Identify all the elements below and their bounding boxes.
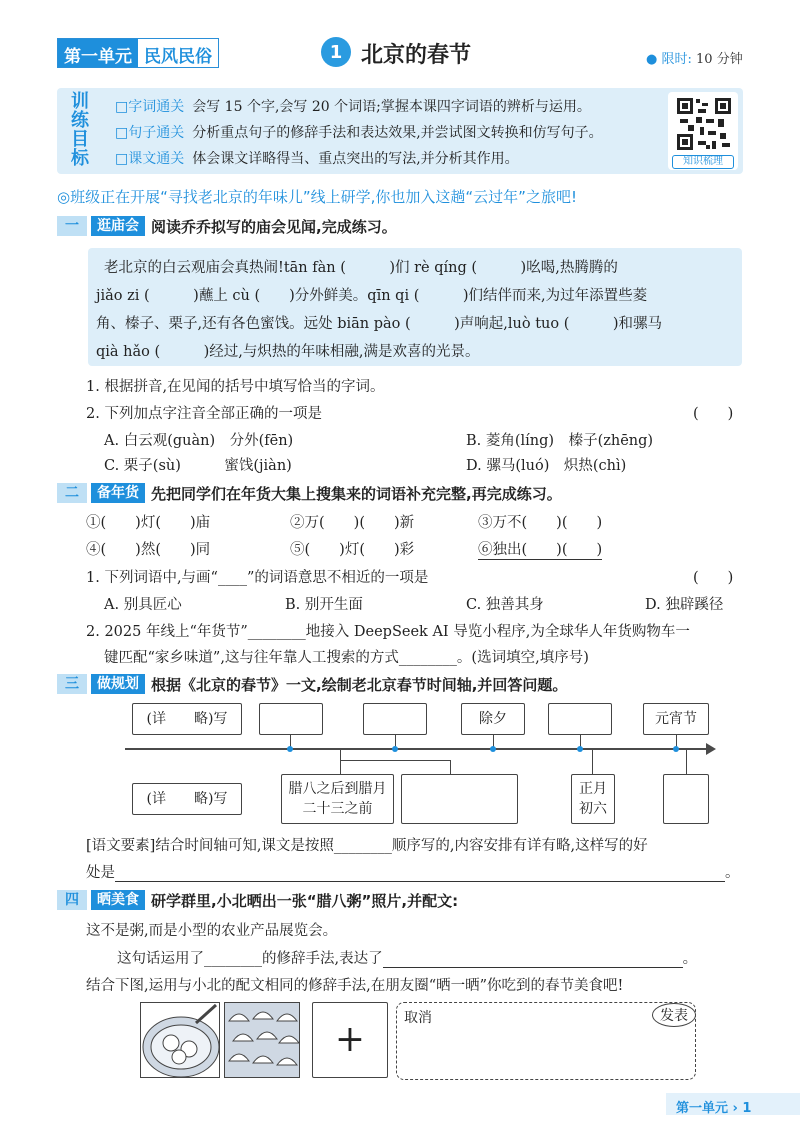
lesson-title: 北京的春节 (361, 43, 472, 68)
dumplings-image (224, 1002, 300, 1078)
section-tag: 备年货 (91, 483, 145, 503)
word-blank[interactable]: ①( )灯( )庙 (86, 515, 211, 531)
timeline-blank-box[interactable] (363, 703, 427, 735)
timeline-label-top[interactable]: (详 略)写 (132, 703, 242, 735)
s3-answer-line1[interactable]: [语文要素]结合时间轴可知,课文是按照________顺序写的,内容安排有详有略,这样写的好 (86, 838, 648, 854)
timeline-axis (125, 748, 710, 750)
timeline-blank-box[interactable] (401, 774, 518, 824)
goal-text: 体会课文详略得当、重点突出的写法,并分析其作用。 (192, 151, 519, 167)
question-2: 2. 下列加点字注音全部正确的一项是 (86, 406, 322, 422)
goal-text: 会写 15 个字,会写 20 个词语;掌握本课四字词语的辨析与运用。 (192, 99, 591, 115)
quote-text: 这不是粥,而是小型的农业产品展览会。 (86, 923, 338, 939)
section-number: 二 (57, 483, 87, 503)
section-number: 一 (57, 216, 87, 236)
passage-line[interactable]: 角、榛子、栗子,还有各色蜜饯。远处 biān pào ( )声响起,luò tuo ( )和骡马 (96, 316, 663, 332)
s2-question-1: 1. 下列词语中,与画“____”的词语意思不相近的一项是 (86, 570, 429, 586)
goal-row (115, 122, 603, 142)
goal-key[interactable]: □字词通关 (115, 99, 185, 115)
section-tag: 做规划 (91, 674, 145, 694)
intro-text: ◎班级正在开展“寻找老北京的年味儿”线上研学,你也加入这趟“云过年”之旅吧! (57, 188, 577, 206)
timer (646, 48, 743, 67)
s2-option-d[interactable]: D. 独辟蹊径 (645, 597, 724, 613)
section-number: 四 (57, 890, 87, 910)
passage-line[interactable]: qià hǎo ( )经过,与炽热的年味相融,满是欢喜的光景。 (96, 344, 480, 360)
s4-answer-line1[interactable]: 这句话运用了________的修辞手法,表达了 。 (117, 951, 698, 967)
s4-instruction: 结合下图,运用与小北的配文相同的修辞手法,在朋友圈“晒一晒”你吃到的春节美食吧! (86, 978, 624, 994)
goals-label: 训练目标 (71, 91, 89, 169)
connector (592, 750, 593, 774)
timer-value: 10 分钟 (696, 52, 743, 67)
passage-line[interactable]: 老北京的白云观庙会真热闹!tān fàn ( )们 rè qíng ( )吆喝,热腾腾的 (104, 260, 618, 276)
option-c[interactable]: C. 栗子(sù) 蜜饯(jiàn) (104, 458, 292, 474)
cancel-button[interactable]: 取消 (404, 1010, 432, 1026)
timer-icon: ● (646, 52, 658, 67)
timeline-laba: 腊八之后到腊月二十三之前 (281, 774, 394, 824)
section-1-heading (57, 215, 397, 237)
timeline-yuanxiao: 元宵节 (643, 703, 709, 735)
question-1: 1. 根据拼音,在见闻的括号中填写恰当的字词。 (86, 379, 385, 395)
option-a[interactable]: A. 白云观(guàn) 分外(fēn) (104, 433, 294, 449)
timeline-chuxi: 除夕 (461, 703, 525, 735)
section-tag: 逛庙会 (91, 216, 145, 236)
section-number: 三 (57, 674, 87, 694)
goal-row (115, 96, 591, 116)
timer-label: 限时: (661, 52, 692, 67)
section-tag: 晒美食 (91, 890, 145, 910)
timeline-blank-box[interactable] (259, 703, 323, 735)
page-footer: 第一单元 › 1 (676, 1101, 752, 1116)
lesson-number: 1 (321, 37, 351, 67)
section-4-heading (57, 889, 458, 911)
tangyuan-image (140, 1002, 220, 1078)
qr-code-icon[interactable] (676, 97, 732, 151)
answer-paren[interactable]: ( ) (693, 570, 734, 586)
connector (686, 750, 687, 774)
goal-key[interactable]: □句子通关 (115, 125, 185, 141)
section-3-heading (57, 673, 567, 695)
word-blank[interactable]: ③万不( )( ) (478, 515, 603, 531)
word-blank[interactable]: ②万( )( )新 (290, 515, 415, 531)
training-goals (57, 88, 743, 174)
section-instruction: 根据《北京的春节》一文,绘制老北京春节时间轴,并回答问题。 (151, 675, 568, 694)
word-blank-underlined[interactable]: ⑥独出( )( ) (478, 538, 602, 560)
section-instruction: 研学群里,小北晒出一张“腊八粥”照片,并配文: (151, 891, 459, 910)
word-blank[interactable]: ⑤( )灯( )彩 (290, 542, 415, 558)
timeline-blank-box[interactable] (663, 774, 709, 824)
timeline-dot (490, 746, 496, 752)
passage-line[interactable]: jiǎo zi ( )蘸上 cù ( )分外鲜美。qīn qi ( )们结伴而来,为过年添置些菱 (96, 288, 648, 304)
connector (340, 760, 341, 774)
timeline-label-bottom[interactable]: (详 略)写 (132, 783, 242, 815)
section-instruction: 先把同学们在年货大集上搜集来的词语补充完整,再完成练习。 (151, 484, 562, 503)
goal-key[interactable]: □课文通关 (115, 151, 185, 167)
qr-caption: 知识梳理 (672, 155, 734, 169)
publish-button[interactable]: 发表 (652, 1003, 696, 1027)
option-b[interactable]: B. 菱角(líng) 榛子(zhēng) (466, 433, 654, 449)
connector (340, 750, 341, 760)
unit-theme: 民风民俗 (138, 39, 218, 67)
timeline-dot (577, 746, 583, 752)
post-editor[interactable] (396, 1002, 696, 1080)
goal-text: 分析重点句子的修辞手法和表达效果,并尝试图文转换和仿写句子。 (192, 125, 603, 141)
unit-label: 第一单元 (58, 39, 138, 67)
section-2-heading (57, 482, 562, 504)
s2-option-c[interactable]: C. 独善其身 (466, 597, 544, 613)
add-photo-button[interactable]: + (312, 1002, 388, 1078)
connector (340, 760, 450, 761)
option-d[interactable]: D. 骡马(luó) 炽热(chì) (466, 458, 627, 474)
s2-option-a[interactable]: A. 别具匠心 (104, 597, 182, 613)
s2-question-2-line2[interactable]: 键匹配“家乡味道”,这与往年靠人工搜索的方式________。(选词填空,填序号) (104, 650, 589, 666)
answer-paren[interactable]: ( ) (693, 406, 734, 422)
goal-row (115, 148, 519, 168)
timeline-dot (287, 746, 293, 752)
s3-answer-line2[interactable]: 处是 。 (86, 865, 740, 881)
timeline-zhengyue: 正月初六 (571, 774, 615, 824)
section-instruction: 阅读乔乔拟写的庙会见闻,完成练习。 (151, 217, 397, 236)
unit-tag (57, 38, 219, 68)
timeline-blank-box[interactable] (548, 703, 612, 735)
timeline-dot (673, 746, 679, 752)
timeline-dot (392, 746, 398, 752)
axis-arrow-icon (706, 743, 716, 755)
s2-option-b[interactable]: B. 别开生面 (285, 597, 363, 613)
s2-question-2-line1[interactable]: 2. 2025 年线上“年货节”________地接入 DeepSeek AI 导览小程序,为全球华人年货购物车一 (86, 624, 690, 640)
connector (450, 760, 451, 774)
word-blank[interactable]: ④( )然( )同 (86, 542, 211, 558)
